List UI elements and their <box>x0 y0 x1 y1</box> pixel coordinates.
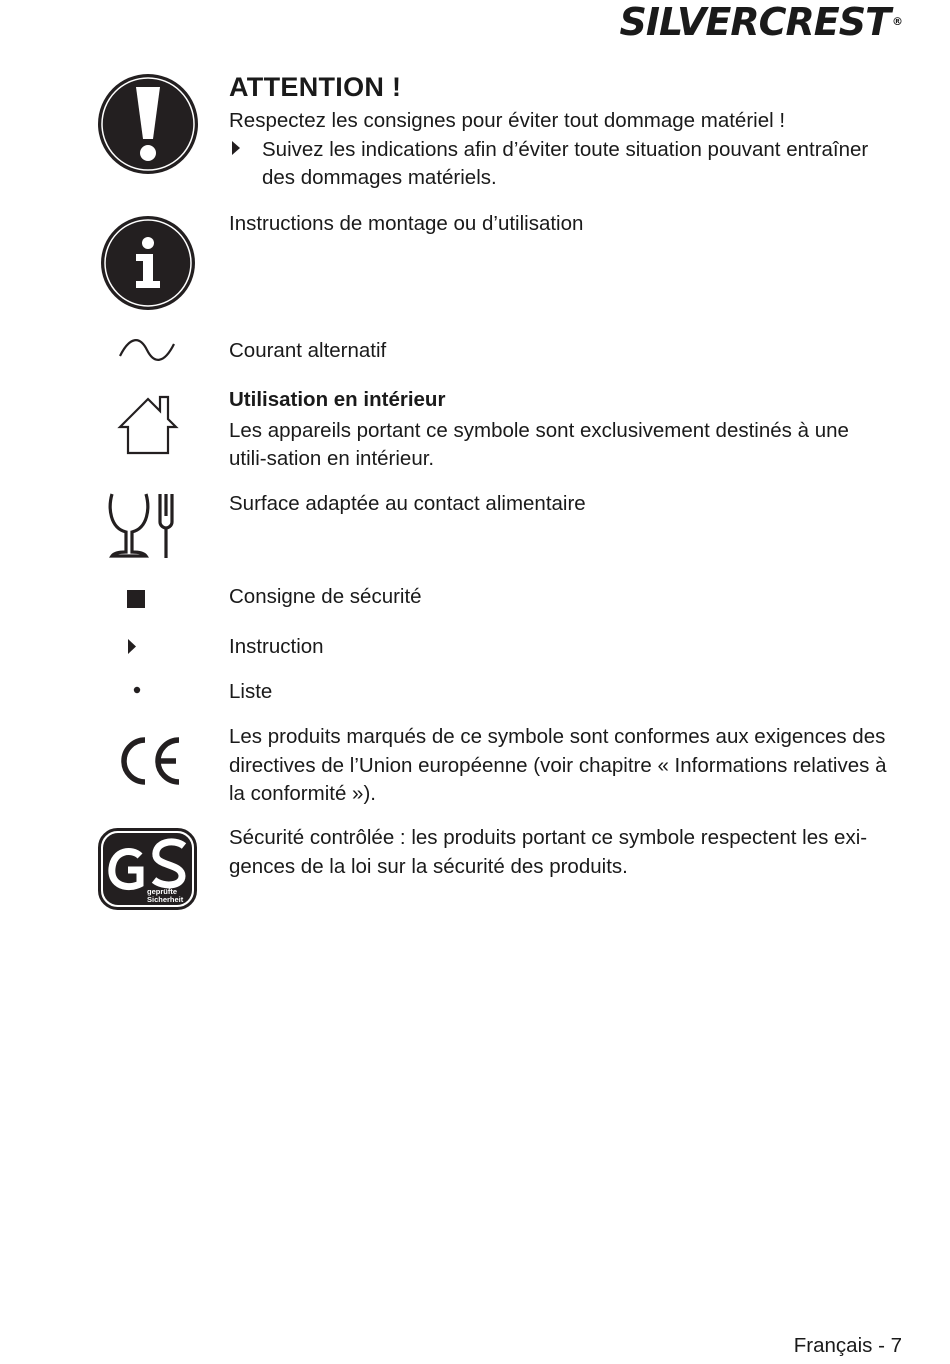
right-triangle-icon <box>229 136 262 193</box>
attention-step-text: Suivez les indications afin d’éviter toute situation pouvant entraîner des dommages matériels. <box>262 137 869 189</box>
gs-label-1: geprüfte <box>147 887 177 896</box>
page-number: Français - 7 <box>793 1334 902 1357</box>
registered-mark: ® <box>892 15 902 28</box>
gs-label-2: Sicherheit <box>147 895 184 904</box>
instruction-text: Instruction <box>229 635 324 658</box>
food-text: Surface adaptée au contact alimentaire <box>229 492 586 515</box>
list-text: Liste <box>229 680 273 703</box>
exclamation-circle-icon <box>97 73 199 175</box>
attention-section <box>229 70 891 193</box>
right-triangle-icon <box>127 638 137 655</box>
info-text: Instructions de montage ou d’utilisation <box>229 212 584 235</box>
attention-line: Respectez les consignes pour éviter tout dommage matériel ! <box>229 109 786 132</box>
glass-fork-icon <box>106 492 178 560</box>
indoor-text: Les appareils portant ce symbole sont exclusivement destinés à une utili-sation en intérieur. <box>229 418 849 470</box>
sine-wave-icon <box>118 338 176 362</box>
ac-text: Courant alternatif <box>229 339 387 362</box>
bullet-dot-icon <box>133 686 141 694</box>
brand-logo <box>619 0 902 44</box>
ce-text: Les produits marqués de ce symbole sont conformes aux exigences des directives de l’Union européenne (voir chapitre « Informations relatives à la conformité »). <box>229 725 887 805</box>
brand-name: SILVERCREST <box>619 0 890 44</box>
indoor-title: Utilisation en intérieur <box>229 388 446 411</box>
black-square-icon <box>127 590 145 608</box>
info-circle-icon <box>100 215 196 311</box>
attention-step <box>229 136 891 193</box>
attention-title: ATTENTION ! <box>229 72 402 102</box>
gs-text: Sécurité contrôlée : les produits portant ce symbole respectent les exi-gences de la loi sur la sécurité des produits. <box>229 826 868 878</box>
gs-mark-icon <box>98 828 197 910</box>
house-icon <box>114 391 182 457</box>
safety-text: Consigne de sécurité <box>229 585 422 608</box>
ce-mark-icon <box>112 736 184 786</box>
